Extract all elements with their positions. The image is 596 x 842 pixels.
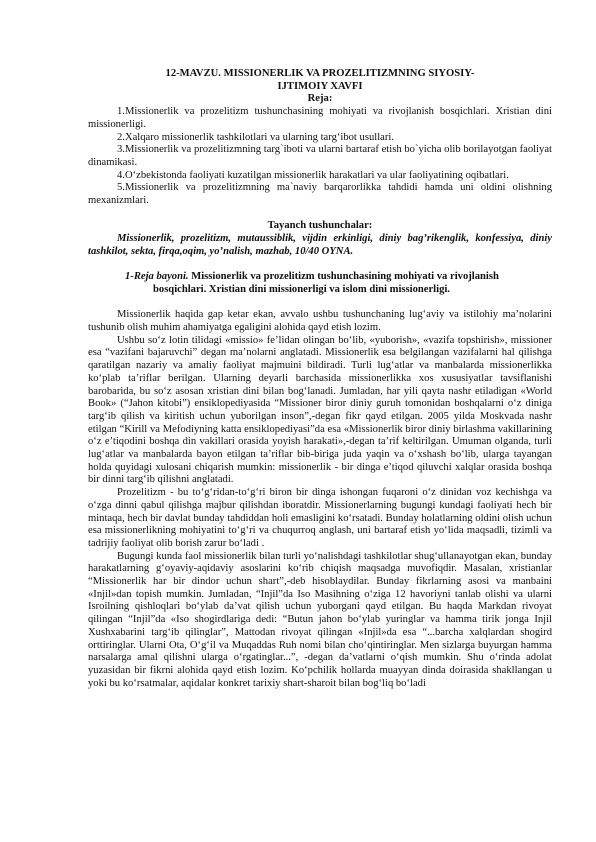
plan-item: 5.Missionerlik va prozelitizmning ma`naviy barqarorlikka tahdidi hamda uni oldini olishning mexanizmlari.: [88, 182, 552, 207]
keywords-heading: Tayanch tushunchalar:: [267, 220, 373, 232]
section-title-part-2: bosqichlari. Xristian dini missionerligi va islom dini missionerligi.: [153, 283, 450, 295]
spacer: [88, 297, 552, 310]
plan-heading: Reja:: [307, 93, 333, 105]
spacer: [88, 259, 552, 272]
plan-item: 3.Missionerlik va prozelitizmning targ`iboti va ularni bartaraf etish bo`yicha olib borilayotgan faoliyat dinamikasi.: [88, 144, 552, 168]
section-heading: [88, 271, 552, 296]
body-paragraph: Ushbu so‘z lotin tilidagi «missio» fe’lidan olingan bo‘lib, «yuborish», «vazifa topshirish», missioner esa “vazifani bajaruvchi” degan ma’nolarni anglatadi. Missionerlik esa belgilangan vazifalarni hal qilishga qaratilgan nazariy va amaliy faoliyat majmuini bildiradi. Turli lug‘atlar va manbalarda missionerlikka ko‘plab ta’riflar berilgan. Ularning deyarli barchasida missionerlikka xos xususiyatlar tavsiflanishi barobarida, bu so‘z asosan xristian dini bilan bog‘lanadi. Jumladan, har yili qayta nashr etiladigan «World Book» (“Jahon kitobi”) ensiklopediyasida “Missioner biror diniy guruh tomonidan boshqalarni o‘z diniga targ‘ib qilish va kiritish uchun yuborilgan inson”,-degan fikr qayd etilgan. 2005 yilda Moskvada nashr etilgan “Kirill va Mefodiyning katta ensiklopediyasi”da esa «Missionerlik biror diniy birlashma vakillarining o‘z e’tiqodini boshqa din vakillari orasida yoyish harakati»,-degan ta’rif keltirilgan. Umuman olganda, turli lug‘atlar va manbalarda bayon etilgan ta’riflar bib-biriga juda yaqin va o‘xshash bo‘lib, ularga tayangan holda quyidagi xulosani chiqarish mumkin: missionerlik - bir dinga e’tiqod qiluvchi xalqlar orasida boshqa bir dinni targ‘ib qilishni anglatadi.: [88, 334, 552, 486]
body-paragraph: Missionerlik haqida gap ketar ekan, avvalo ushbu tushunchaning lug‘aviy va istilohiy ma’nolarini tushunib olish muhim ahamiyatga egaligini alohida qayd etish lozim.: [88, 309, 552, 334]
plan-item: 1.Missionerlik va prozelitizm tushunchasining mohiyati va rivojlanish bosqichlari. Xristian dini missionerligi.: [88, 106, 552, 130]
body-paragraph: Bugungi kunda faol missionerlik bilan turli yo‘nalishdagi tashkilotlar shug‘ullanayotgan ekan, bunday harakatlarning g‘oyaviy-aqidaviy asoslarini ko‘rib chiqish maqsadga muvofiqdir. Masalan, xristianlar “Missionerlik har bir dindor uchun shart”,-deb hisoblaydilar. Bunday fikrlarning asosi va manbaini «Injil»dan topish mumkin. Jumladan, “Injil”da Iso Masihning o‘ziga 12 havoriyni tanlab olishi va ularni Isroilning qishloqlari bo‘ylab da’vat qilish uchun yuborgani qayd etilgan. Bu haqda Markdan rivoyat qilingan “Injil”da «Iso shogirdlariga dedi: “Butun jahon bo‘ylab yuringlar va hamma tirik jonga Injil Xushxabarini targ‘ib qilinglar”, Mattodan rivoyat qilingan «Injil»da esa “...barcha xalqlardan shogird orttiringlar. Ularni Ota, O‘g‘il va Muqaddas Ruh nomi bilan cho‘qintiringlar. Men sizlarga buyurgan hamma narsalarga amal qilishni ularga o‘rgatinglar...”, -degan da’vatlarni o‘qish mumkin. Shu o‘rinda adolat yuzasidan bir fikrni alohida qayd etish lozim. Ko‘pchilik hollarda muayyan dinda doirasida shakllangan u yoki bu ko‘rsatmalar, aqidalar konkret tarixiy shart-sharoit bilan bog‘liq bo‘ladi: [88, 550, 552, 689]
spacer: [88, 208, 552, 221]
document-title-line-1: 12-MAVZU. MISSIONERLIK VA PROZELITIZMNING SIYOSIY-: [165, 68, 475, 79]
section-lead: 1-Reja bayoni.: [125, 271, 189, 283]
plan-item: 2.Xalqaro missionerlik tashkilotlari va ularning targ‘ibot usullari.: [117, 131, 394, 143]
section-title-part-1: Missionerlik va prozelitizm tushunchasining mohiyati va rivojlanish: [191, 271, 499, 283]
document-title-line-2: IJTIMOIY XAVFI: [277, 80, 363, 92]
plan-list: [88, 106, 552, 208]
keywords-text: Missionerlik, prozelitizm, mutaussiblik, vijdin erkinligi, diniy bag’rikenglik, konfessiya, diniy tashkilot, sekta, firqa,oqim, yo’nalish, mazhab, 10/40 OYNA.: [88, 233, 552, 257]
body-paragraph: Prozelitizm - bu to‘g‘ridan-to‘g‘ri biron bir dinga ishongan fuqaroni o‘z dinidan voz kechishga va o‘zga dinni qabul qilishga majbur qilishdan iboratdir. Missionerlarning bugungi kundagi faoliyati hech bir mintaqa, hech bir davlat bunday tahdiddan holi emasligini ko‘rsatadi. Bunday holatlarning oldini olish uchun esa missionerlikning mohiyatini to‘g‘ri va chuqurroq anglash, uni bartaraf etish yo‘lida maqsadli, tizimli va tadrijiy faoliyat olib borish zarur bo‘ladi .: [88, 487, 552, 549]
plan-item: 4.O‘zbekistonda faoliyati kuzatilgan missionerlik harakatlari va ular faoliyatining oqibatlari.: [117, 169, 509, 181]
body-text: [88, 309, 552, 690]
